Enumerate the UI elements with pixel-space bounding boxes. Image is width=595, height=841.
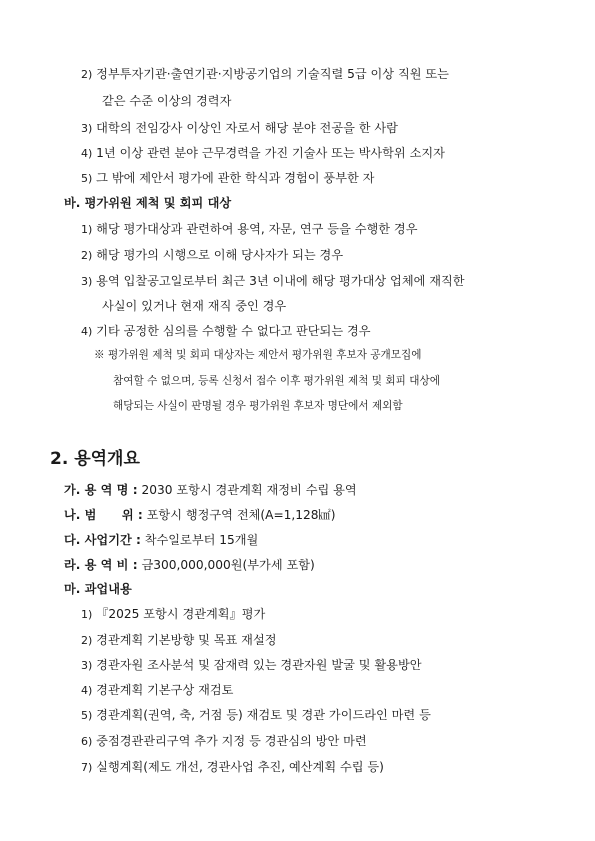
field-label: 나. 범 위 : xyxy=(64,508,143,522)
exclusion-item-1 xyxy=(81,221,417,238)
qualification-item-3 xyxy=(81,120,398,137)
item-text: 해당 평가대상과 관련하여 용역, 자문, 연구 등을 수행한 경우 xyxy=(96,222,418,236)
field-value: 금300,000,000원(부가세 포함) xyxy=(141,558,315,572)
item-number: 2) xyxy=(81,249,93,262)
item-number: 4) xyxy=(81,147,93,160)
item-number: 4) xyxy=(81,684,93,697)
field-value: 포항시 행정구역 전체(A=1,128㎢) xyxy=(146,508,336,522)
item-number: 5) xyxy=(81,709,93,722)
task-item-3 xyxy=(81,657,422,674)
item-number: 3) xyxy=(81,122,93,135)
exclusion-note-line-3: 해당되는 사실이 판명될 경우 평가위원 후보자 명단에서 제외함 xyxy=(113,400,403,412)
overview-field-cost xyxy=(64,557,315,573)
item-text: 중점경관관리구역 추가 지정 등 경관심의 방안 마련 xyxy=(96,734,367,748)
task-item-2 xyxy=(81,632,277,649)
item-text: 용역 입찰공고일로부터 최근 3년 이내에 해당 평가대상 업체에 재직한 xyxy=(96,274,465,288)
item-text: 1년 이상 관련 분야 근무경력을 가진 기술사 또는 박사학위 소지자 xyxy=(96,146,445,160)
field-label: 라. 용 역 비 : xyxy=(64,558,138,572)
qualification-item-4 xyxy=(81,145,445,162)
field-value: 착수일로부터 15개월 xyxy=(144,533,259,547)
qualification-item-5 xyxy=(81,170,374,187)
item-number: 3) xyxy=(81,275,93,288)
exclusion-item-2 xyxy=(81,247,343,264)
exclusion-item-3 xyxy=(81,273,465,290)
task-item-1 xyxy=(81,606,265,623)
field-label: 다. 사업기간 : xyxy=(64,533,141,547)
task-item-6 xyxy=(81,733,367,750)
section-ba-heading: 바. 평가위원 제척 및 회피 대상 xyxy=(64,196,232,210)
item-text: 실행계획(제도 개선, 경관사업 추진, 예산계획 수립 등) xyxy=(96,760,384,774)
item-text: 그 밖에 제안서 평가에 관한 학식과 경험이 풍부한 자 xyxy=(96,171,375,185)
overview-field-scope xyxy=(64,507,336,523)
item-text: 같은 수준 이상의 경력자 xyxy=(102,94,232,108)
exclusion-note xyxy=(94,347,421,363)
overview-field-period xyxy=(64,532,258,548)
item-number: 4) xyxy=(81,325,93,338)
item-number: 2) xyxy=(81,634,93,647)
item-text: 대학의 전임강사 이상인 자로서 해당 분야 전공을 한 사람 xyxy=(96,121,398,135)
item-number: 1) xyxy=(81,223,93,236)
item-text: 경관계획 기본구상 재검토 xyxy=(96,683,234,697)
exclusion-item-4 xyxy=(81,323,371,340)
item-number: 1) xyxy=(81,608,93,621)
item-number: 3) xyxy=(81,659,93,672)
item-number: 7) xyxy=(81,761,93,774)
item-text: 사실이 있거나 현재 재직 중인 경우 xyxy=(102,299,287,313)
exclusion-note-line-2: 참여할 수 없으며, 등록 신청서 접수 이후 평가위원 제척 및 회피 대상에 xyxy=(113,375,440,387)
note-mark: ※ xyxy=(94,349,105,361)
qualification-item-2 xyxy=(81,66,449,83)
item-number: 6) xyxy=(81,735,93,748)
note-text: 평가위원 제척 및 회피 대상자는 제안서 평가위원 후보자 공개모집에 xyxy=(107,349,422,361)
item-text: 『2025 포항시 경관계획』평가 xyxy=(96,607,266,621)
item-text: 기타 공정한 심의를 수행할 수 없다고 판단되는 경우 xyxy=(96,324,371,338)
overview-field-name xyxy=(64,482,357,498)
item-number: 2) xyxy=(81,68,93,81)
item-text: 정부투자기관·출연기관·지방공기업의 기술직렬 5급 이상 직원 또는 xyxy=(96,67,449,81)
task-item-7 xyxy=(81,759,384,776)
tasks-heading: 마. 과업내용 xyxy=(64,582,132,596)
field-value: 2030 포항시 경관계획 재정비 수립 용역 xyxy=(141,483,357,497)
item-text: 경관계획 기본방향 및 목표 재설정 xyxy=(96,633,277,647)
item-text: 해당 평가의 시행으로 이해 당사자가 되는 경우 xyxy=(96,248,344,262)
field-label: 가. 용 역 명 : xyxy=(64,483,138,497)
exclusion-item-3-continued xyxy=(102,298,286,314)
item-number: 5) xyxy=(81,172,93,185)
item-text: 경관자원 조사분석 및 잠재력 있는 경관자원 발굴 및 활용방안 xyxy=(96,658,422,672)
task-item-4 xyxy=(81,682,233,699)
section-2-title: 2. 용역개요 xyxy=(50,449,140,469)
qualification-item-2-continued xyxy=(102,93,231,109)
item-text: 경관계획(권역, 축, 거점 등) 재검토 및 경관 가이드라인 마련 등 xyxy=(96,708,431,722)
task-item-5 xyxy=(81,707,431,724)
